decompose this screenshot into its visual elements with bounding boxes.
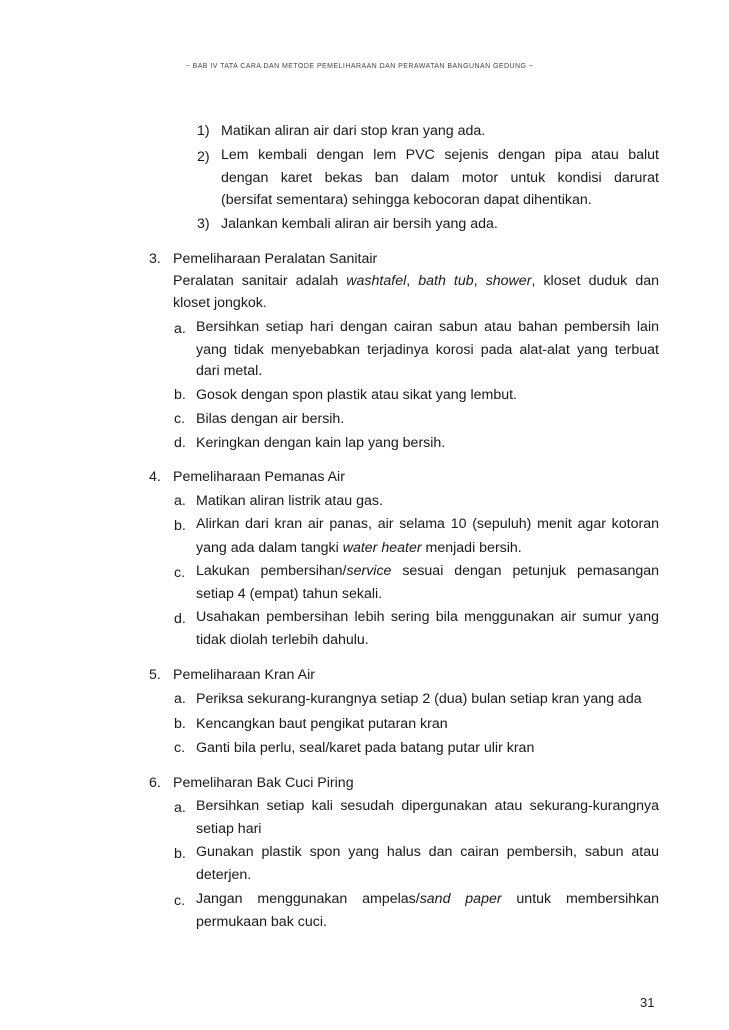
item-text: Gunakan plastik spon yang halus dan cairan pembersih, sabun atau	[196, 844, 659, 860]
item-text: deterjen.	[196, 867, 252, 883]
item-text: Lakukan pembersihan/service sesuai dengan petunjuk pemasangan	[196, 563, 660, 579]
item-text: Jangan menggunakan ampelas/sand paper untuk membersihkan	[196, 891, 659, 907]
list-item-text: Lem kembali dengan lem PVC sejenis dengan pipa atau balut	[221, 147, 659, 163]
item-letter: b.	[174, 518, 186, 534]
list-number: 1)	[197, 123, 210, 139]
section-intro: Peralatan sanitair adalah washtafel, bath tub, shower, kloset duduk dan	[173, 273, 659, 289]
list-item-text: Matikan aliran air dari stop kran yang ada.	[221, 123, 486, 139]
list-item-text: (bersifat sementara) sehingga kebocoran dapat dihentikan.	[221, 192, 592, 208]
list-number: 2)	[197, 149, 210, 165]
item-letter: c.	[174, 411, 186, 427]
item-letter: a.	[174, 321, 186, 337]
page-number: 31	[640, 995, 655, 1010]
item-letter: b.	[174, 846, 186, 862]
item-letter: b.	[174, 387, 186, 403]
item-text: Matikan aliran listrik atau gas.	[196, 493, 383, 509]
item-text: Ganti bila perlu, seal/karet pada batang putar ulir kran	[196, 740, 535, 756]
section-intro-line: kloset jongkok.	[173, 295, 267, 311]
section-title: Pemeliharaan Kran Air	[173, 667, 315, 683]
item-text: Kencangkan baut pengikat putaran kran	[196, 716, 448, 732]
item-text: setiap hari	[196, 821, 262, 837]
section-title: Pemeliharaan Pemanas Air	[173, 469, 345, 485]
item-text: Periksa sekurang-kurangnya setiap 2 (dua) bulan setiap kran yang ada	[196, 691, 642, 707]
item-text: tidak diolah terlebih dahulu.	[196, 632, 369, 648]
item-letter: c.	[174, 893, 186, 909]
item-text: Bersihkan setiap hari dengan cairan sabun atau bahan pembersih lain	[196, 319, 659, 335]
section-title: Pemeliharan Bak Cuci Piring	[173, 775, 354, 791]
running-header: ~ BAB IV TATA CARA DAN METODE PEMELIHARAAN DAN PERAWATAN BANGUNAN GEDUNG ~	[185, 63, 534, 70]
item-text: yang ada dalam tangki water heater menjadi bersih.	[196, 540, 522, 556]
item-letter: a.	[174, 691, 186, 707]
item-text: Bersihkan setiap kali sesudah dipergunakan atau sekurang-kurangnya	[196, 798, 659, 814]
item-text: Alirkan dari kran air panas, air selama 10 (sepuluh) menit agar kotoran	[196, 516, 659, 532]
item-letter: c.	[174, 740, 186, 756]
item-text: Gosok dengan spon plastik atau sikat yang lembut.	[196, 387, 517, 403]
item-text: Usahakan pembersihan lebih sering bila menggunakan air sumur yang	[196, 609, 659, 625]
item-letter: c.	[174, 565, 186, 581]
section-title: Pemeliharaan Peralatan Sanitair	[173, 251, 378, 267]
item-text: permukaan bak cuci.	[196, 914, 327, 930]
item-letter: a.	[174, 493, 186, 509]
item-text: yang tidak menyebabkan terjadinya korosi pada alat-alat yang terbuat	[196, 342, 659, 358]
section-number: 5.	[149, 667, 161, 683]
section-number: 6.	[149, 775, 161, 791]
item-letter: a.	[174, 800, 186, 816]
list-item-text: Jalankan kembali aliran air bersih yang ada.	[221, 216, 498, 232]
section-number: 4.	[149, 469, 161, 485]
section-number: 3.	[149, 251, 161, 267]
item-letter: d.	[174, 435, 186, 451]
list-item-text: dengan karet bekas ban dalam motor untuk kondisi darurat	[221, 170, 659, 186]
list-number: 3)	[197, 216, 210, 232]
item-text: Bilas dengan air bersih.	[196, 411, 345, 427]
item-text: Keringkan dengan kain lap yang bersih.	[196, 435, 446, 451]
item-letter: b.	[174, 716, 186, 732]
item-text: setiap 4 (empat) tahun sekali.	[196, 586, 383, 602]
item-text: dari metal.	[196, 363, 263, 379]
item-letter: d.	[174, 611, 186, 627]
